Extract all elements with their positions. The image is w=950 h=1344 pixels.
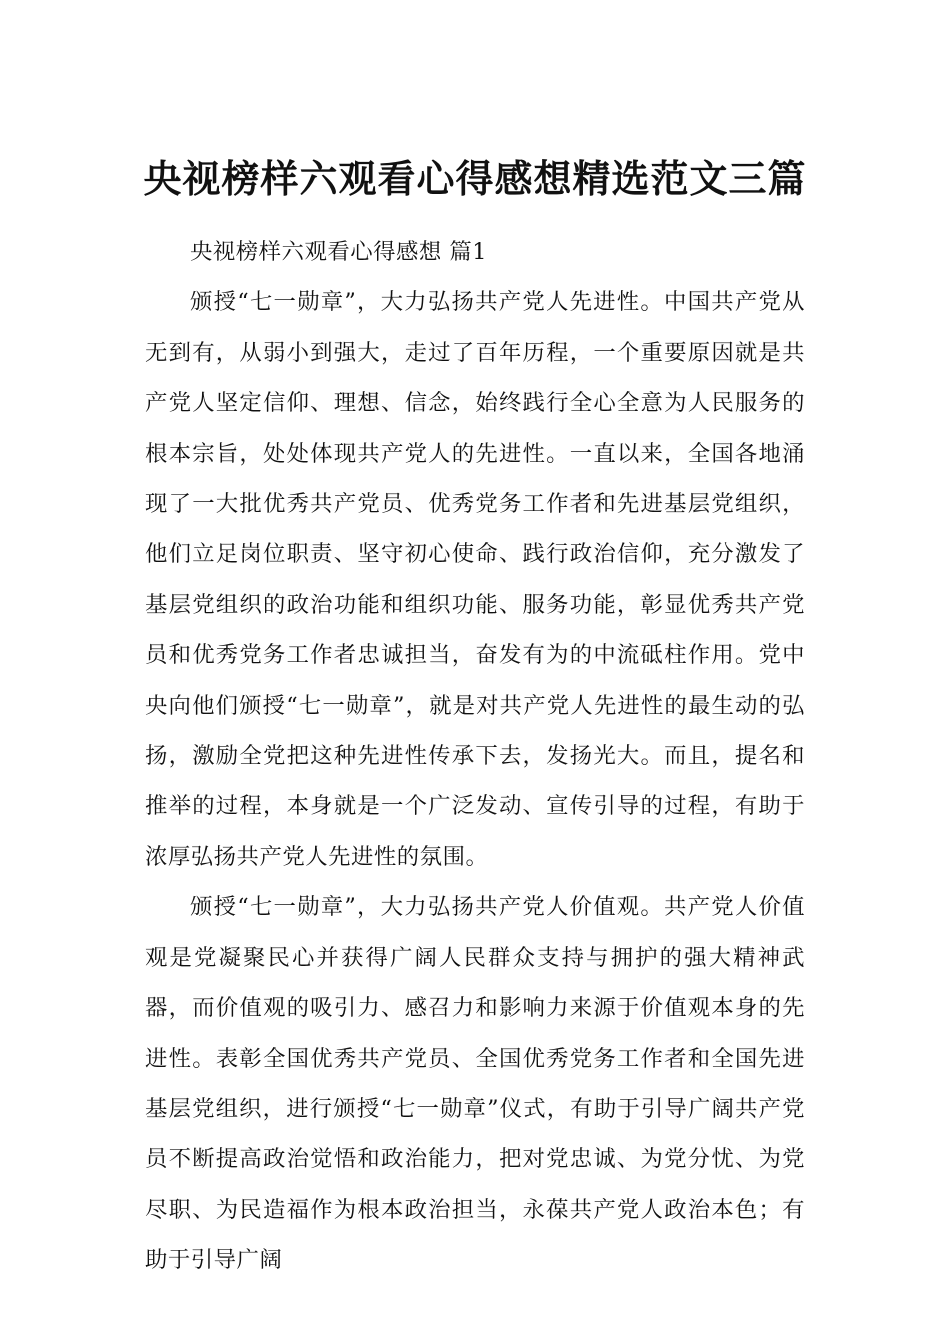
document-body <box>145 227 805 1286</box>
paragraph-1: 颁授“七一勋章”，大力弘扬共产党人先进性。中国共产党从无到有，从弱小到强大，走过了百年历程，一个重要原因就是共产党人坚定信仰、理想、信念，始终践行全心全意为人民服务的根本宗旨，处处体现共产党人的先进性。一直以来，全国各地涌现了一大批优秀共产党员、优秀党务工作者和先进基层党组织，他们立足岗位职责、坚守初心使命、践行政治信仰，充分激发了基层党组织的政治功能和组织功能、服务功能，彰显优秀共产党员和优秀党务工作者忠诚担当，奋发有为的中流砥柱作用。党中央向他们颁授“七一勋章”，就是对共产党人先进性的最生动的弘扬，激励全党把这种先进性传承下去，发扬光大。而且，提名和推举的过程，本身就是一个广泛发动、宣传引导的过程，有助于浓厚弘扬共产党人先进性的氛围。 <box>145 289 805 870</box>
section-heading: 央视榜样六观看心得感想 篇1 <box>190 239 488 265</box>
document-title: 央视榜样六观看心得感想精选范文三篇 <box>143 157 807 202</box>
paragraph-2: 颁授“七一勋章”，大力弘扬共产党人价值观。共产党人价值观是党凝聚民心并获得广阔人民群众支持与拥护的强大精神武器，而价值观的吸引力、感召力和影响力来源于价值观本身的先进性。表彰全国优秀共产党员、全国优秀党务工作者和全国先进基层党组织，进行颁授“七一勋章”仪式，有助于引导广阔共产党员不断提高政治觉悟和政治能力，把对党忠诚、为党分忧、为党尽职、为民造福作为根本政治担当，永葆共产党人政治本色；有助于引导广阔 <box>145 894 805 1274</box>
